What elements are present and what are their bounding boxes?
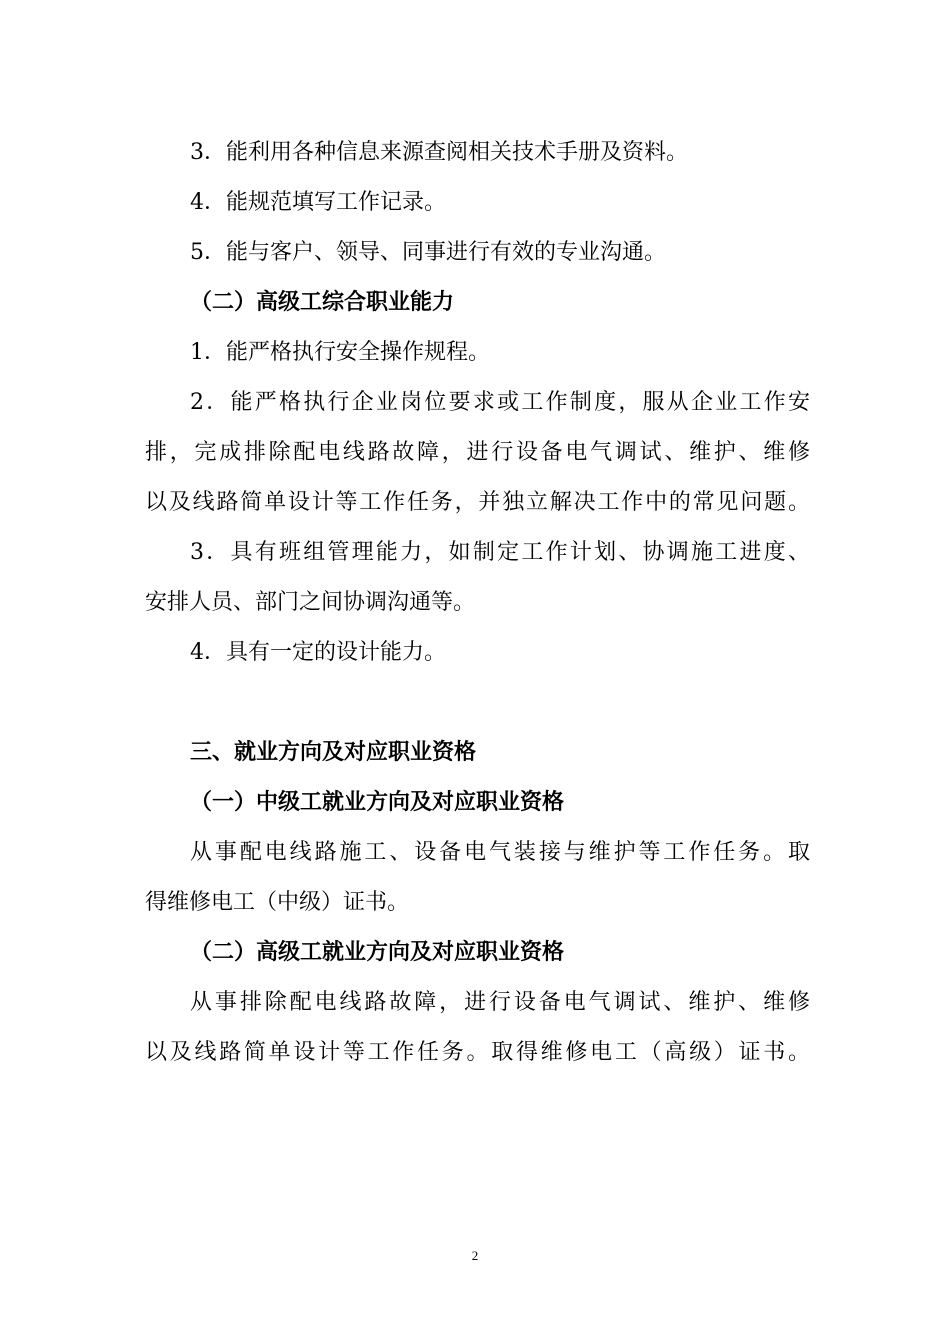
paragraph-line: 从事配电线路施工、设备电气装接与维护等工作任务。取 bbox=[190, 840, 810, 865]
paragraph-line: 3．具有班组管理能力，如制定工作计划、协调施工进度、 bbox=[190, 540, 810, 565]
paragraph-line: 得维修电工（中级）证书。 bbox=[145, 890, 410, 915]
paragraph-line: 4．能规范填写工作记录。 bbox=[190, 190, 446, 215]
paragraph-line: 排，完成排除配电线路故障，进行设备电气调试、维护、维修 bbox=[145, 440, 810, 465]
paragraph-line: 以及线路简单设计等工作任务。取得维修电工（高级）证书。 bbox=[145, 1040, 810, 1065]
page-number: 2 bbox=[471, 1248, 479, 1263]
section-gap bbox=[145, 678, 810, 728]
paragraph-line: 3．能利用各种信息来源查阅相关技术手册及资料。 bbox=[190, 140, 688, 165]
paragraph-line: 以及线路简单设计等工作任务，并独立解决工作中的常见问题。 bbox=[145, 490, 810, 515]
paragraph-line: 4．具有一定的设计能力。 bbox=[190, 640, 446, 665]
subsection-heading: （一）中级工就业方向及对应职业资格 bbox=[190, 790, 565, 815]
section-heading: 三、就业方向及对应职业资格 bbox=[190, 740, 477, 765]
paragraph-line: 安排人员、部门之间协调沟通等。 bbox=[145, 590, 476, 615]
paragraph-line: 2．能严格执行企业岗位要求或工作制度，服从企业工作安 bbox=[190, 390, 810, 415]
document-body bbox=[145, 128, 810, 1078]
paragraph-line: 5．能与客户、领导、同事进行有效的专业沟通。 bbox=[190, 240, 666, 265]
paragraph-line: 从事排除配电线路故障，进行设备电气调试、维护、维修 bbox=[190, 990, 810, 1015]
subsection-heading: （二）高级工就业方向及对应职业资格 bbox=[190, 940, 565, 965]
paragraph-line: 1．能严格执行安全操作规程。 bbox=[190, 340, 490, 365]
subsection-heading: （二）高级工综合职业能力 bbox=[190, 290, 455, 315]
